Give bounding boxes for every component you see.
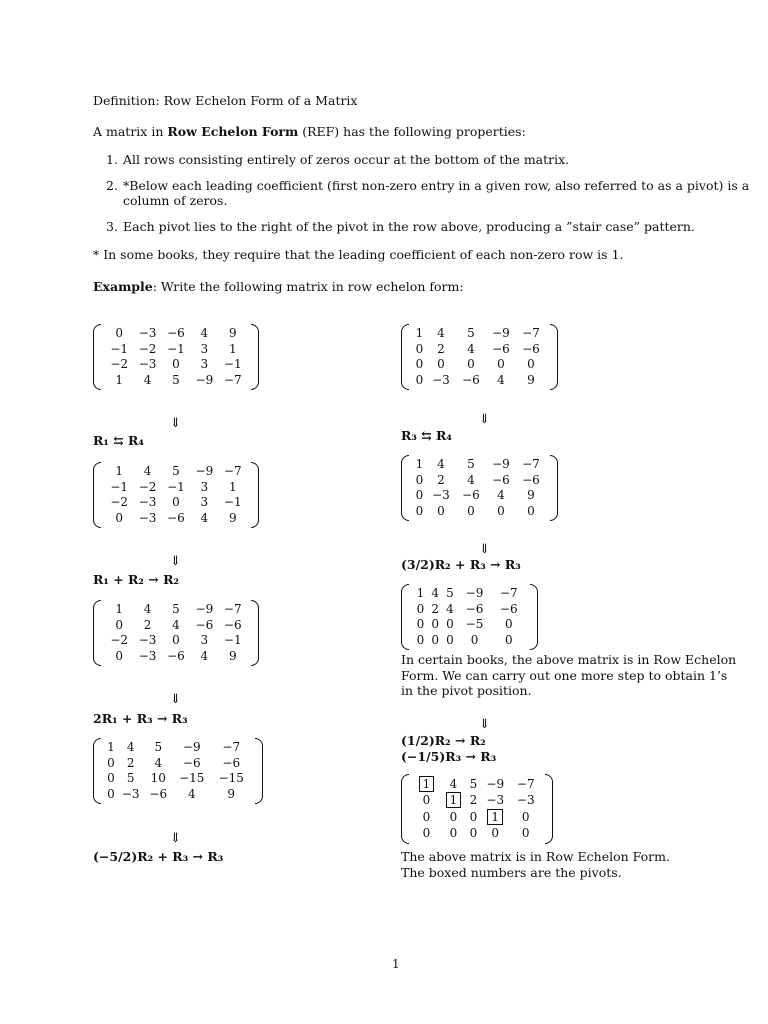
matrix-entry: 3 [200, 357, 209, 372]
matrix-entry: −3 [138, 326, 157, 341]
matrix-entry: 0 [115, 648, 124, 663]
matrix-entry: −3 [432, 372, 450, 387]
intro-before: A matrix in [93, 124, 168, 139]
matrix-entry: 0 [416, 601, 425, 616]
matrix-entry: 2 [437, 341, 445, 356]
matrix-entry: 0 [172, 633, 180, 648]
matrix-entry: −2 [138, 341, 157, 356]
matrix-entry: −1 [110, 341, 129, 356]
matrix-entry: 0 [449, 809, 458, 824]
matrix-entry: −9 [195, 464, 214, 479]
matrix-entry: 0 [431, 617, 440, 632]
matrix-entry: 4 [200, 510, 209, 525]
matrix-entry: −7 [516, 776, 535, 791]
note-line: in the pivot position. [401, 683, 532, 698]
matrix-entry: −7 [223, 602, 242, 617]
matrix-entry: 3 [200, 633, 209, 648]
right-bracket [550, 455, 558, 521]
matrix-entry: 0 [115, 510, 124, 525]
left-bracket [401, 584, 409, 650]
matrix-entry: 0 [521, 826, 530, 841]
matrix-entry: 4 [467, 472, 475, 487]
note-line: Form. We can carry out one more step to obtain 1’s [401, 667, 728, 683]
matrix-entry: −5 [465, 617, 484, 632]
matrix-entry: 1 [416, 586, 425, 601]
left-bracket [93, 324, 101, 390]
matrix-entry [413, 776, 440, 793]
matrix-entry: 5 [126, 771, 135, 786]
down-arrow-icon: ⇓ [479, 717, 490, 732]
matrix-entry: −9 [486, 776, 505, 791]
matrix-entry: 9 [228, 326, 237, 341]
matrix-entry: 5 [467, 457, 475, 472]
footnote: * In some books, they require that the leading coefficient of each non-zero row is 1. [93, 247, 624, 262]
step-neg-fifth-r3: (−1/5)R₃ → R₃ [401, 749, 497, 764]
matrix-entry: 9 [227, 786, 236, 801]
matrix-entry: 4 [200, 326, 209, 341]
matrix-entry: 3 [200, 495, 209, 510]
matrix-entry: 0 [467, 357, 475, 372]
left-bracket [401, 324, 409, 390]
step-2r1-plus-r3: 2R₁ + R₃ → R₃ [93, 711, 188, 726]
matrix-entry: 2 [143, 617, 152, 632]
matrix-entry: −7 [222, 740, 241, 755]
matrix-entry: 0 [446, 617, 454, 632]
matrix-entry: −2 [138, 479, 157, 494]
matrix-entry: 0 [422, 793, 431, 808]
matrix-entry: 3 [200, 341, 209, 356]
matrix-entry: −2 [110, 357, 129, 372]
matrix-entry: 0 [431, 632, 440, 647]
matrix-entry: 0 [446, 632, 454, 647]
step-3half-r2-plus-r3: (3/2)R₂ + R₃ → R₃ [401, 557, 521, 572]
matrix-entry: 0 [415, 372, 424, 387]
matrix-entry: 0 [527, 503, 535, 518]
matrix-entry: −9 [465, 586, 484, 601]
matrix-entry: 0 [415, 472, 424, 487]
matrix-entry: −1 [110, 479, 129, 494]
matrix-entry: 5 [469, 776, 478, 791]
matrix-entry: 4 [172, 617, 180, 632]
matrix-step-3 [93, 738, 263, 804]
property-num: 1. [106, 152, 118, 167]
step-r1-plus-r2: R₁ + R₂ → R₂ [93, 572, 179, 587]
matrix-entry: −2 [110, 495, 129, 510]
matrix-entry: −7 [223, 464, 242, 479]
matrix-entry: 0 [416, 632, 425, 647]
property-text: *Below each leading coefficient (first non-zero entry in a given row, also referred to as a pivot) is a [123, 178, 750, 193]
example-label: Example [93, 279, 153, 294]
matrix-entry: 3 [200, 479, 209, 494]
matrix-entry: −7 [522, 457, 540, 472]
matrix-entry: 4 [143, 464, 152, 479]
matrix-entry: −1 [223, 633, 242, 648]
right-bracket [251, 324, 259, 390]
matrix-entry: −6 [167, 510, 185, 525]
matrix-entry: 0 [437, 503, 445, 518]
matrix-entry: 0 [415, 357, 424, 372]
matrix-entry: −6 [462, 488, 480, 503]
matrix-entry: −9 [492, 326, 510, 341]
right-bracket [251, 600, 259, 666]
property-text: Each pivot lies to the right of the pivot in the row above, producing a ”stair case” pattern. [123, 219, 695, 234]
right-bracket [530, 584, 538, 650]
matrix-entry: 4 [467, 341, 475, 356]
matrix-original [93, 324, 259, 390]
note-certain-books [401, 652, 736, 699]
matrix-entry: −1 [167, 479, 185, 494]
matrix-entry: 5 [172, 464, 180, 479]
right-bracket [545, 774, 553, 844]
matrix-entry: 0 [107, 755, 115, 770]
matrix-entry: 4 [143, 372, 152, 387]
matrix-entry: 0 [505, 617, 513, 632]
matrix-entry: 0 [422, 809, 431, 824]
property-num: 3. [106, 219, 118, 234]
matrix-entry: 0 [491, 826, 500, 841]
example-line [93, 279, 464, 294]
matrix-entry: −1 [167, 341, 185, 356]
matrix-entry: 5 [446, 586, 454, 601]
matrix-entry: 0 [505, 632, 513, 647]
intro-after: (REF) has the following properties: [298, 124, 526, 139]
matrix-entry: 0 [115, 326, 124, 341]
matrix-entry: 0 [521, 809, 530, 824]
matrix-entry: 0 [497, 357, 505, 372]
matrix-entry: −7 [223, 372, 242, 387]
right-bracket [251, 462, 259, 528]
matrix-entry: −9 [492, 457, 510, 472]
step-neg5half-r2-plus-r3: (−5/2)R₂ + R₃ → R₃ [93, 849, 224, 864]
matrix-entry: −15 [218, 771, 244, 786]
matrix-step-1 [93, 462, 259, 528]
matrix-entry [480, 809, 510, 826]
matrix-entry: 1 [115, 464, 124, 479]
matrix-entry: 1 [107, 740, 115, 755]
matrix-entry: 4 [200, 648, 209, 663]
matrix-entry: −1 [223, 357, 242, 372]
matrix-entry: 4 [143, 602, 152, 617]
matrix-entry: 9 [527, 372, 535, 387]
property-1 [93, 152, 713, 178]
matrix-entry: 0 [416, 617, 425, 632]
property-2 [93, 178, 750, 219]
matrix-step-2 [93, 600, 259, 666]
step-half-r2: (1/2)R₂ → R₂ [401, 733, 486, 748]
property-3 [93, 219, 713, 234]
down-arrow-icon: ⇓ [170, 831, 181, 846]
matrix-entry: 0 [467, 503, 475, 518]
matrix-entry: −6 [149, 786, 168, 801]
pivot-box: 1 [487, 809, 503, 825]
property-text-cont: column of zeros. [123, 193, 228, 208]
matrix-entry: 0 [469, 809, 478, 824]
example-text: : Write the following matrix in row echelon form: [152, 279, 464, 294]
down-arrow-icon: ⇓ [170, 692, 181, 707]
matrix-entry: 5 [172, 372, 180, 387]
matrix-entry: 4 [497, 372, 505, 387]
matrix-entry: −3 [486, 793, 505, 808]
matrix-entry: 0 [422, 826, 431, 841]
matrix-entry: 1 [415, 326, 424, 341]
matrix-entry: −6 [492, 341, 510, 356]
matrix-entry: −9 [195, 602, 214, 617]
left-bracket [401, 455, 409, 521]
pivot-box: 1 [419, 776, 435, 792]
matrix-entry: −3 [432, 488, 450, 503]
matrix-entry: 0 [172, 357, 180, 372]
matrix-entry: 4 [446, 601, 454, 616]
matrix-entry: 1 [415, 457, 424, 472]
matrix-entry: 4 [154, 755, 163, 770]
matrix-step-4 [401, 324, 558, 390]
matrix-entry: −7 [522, 326, 540, 341]
matrix-entry: 0 [415, 341, 424, 356]
matrix-entry: 2 [126, 755, 135, 770]
matrix-entry: 1 [228, 341, 237, 356]
step-swap-r1-r4: R₁ ⇆ R₄ [93, 433, 144, 448]
matrix-entry: 1 [115, 602, 124, 617]
matrix-entry: 10 [150, 771, 166, 786]
matrix-entry: −6 [499, 601, 518, 616]
matrix-entry: −6 [222, 755, 241, 770]
matrix-entry: 4 [449, 776, 458, 791]
matrix-entry: 4 [497, 488, 505, 503]
matrix-entry: 0 [107, 771, 115, 786]
matrix-step-5 [401, 455, 558, 521]
matrix-entry: 2 [437, 472, 445, 487]
matrix-entry: 2 [469, 793, 478, 808]
step-swap-r3-r4: R₃ ⇆ R₄ [401, 428, 452, 443]
matrix-entry: 0 [415, 488, 424, 503]
matrix-entry: 5 [172, 602, 180, 617]
matrix-step-6 [401, 584, 538, 650]
matrix-entry: 4 [126, 740, 135, 755]
note-line: The above matrix is in Row Echelon Form. [401, 849, 670, 864]
matrix-entry: −3 [516, 793, 535, 808]
matrix-entry: 0 [469, 826, 478, 841]
page-number: 1 [392, 957, 400, 971]
matrix-entry: 0 [107, 786, 115, 801]
matrix-entry [440, 793, 467, 810]
matrix-entry: 0 [527, 357, 535, 372]
matrix-entry: −6 [167, 648, 185, 663]
matrix-final [401, 774, 553, 844]
matrix-entry: 4 [437, 457, 445, 472]
matrix-entry: −3 [138, 648, 157, 663]
matrix-entry: 0 [497, 503, 505, 518]
right-bracket [255, 738, 263, 804]
matrix-entry: 9 [527, 488, 535, 503]
intro-text [93, 124, 526, 139]
down-arrow-icon: ⇓ [170, 554, 181, 569]
matrix-entry: 0 [470, 632, 479, 647]
matrix-entry: −7 [499, 586, 518, 601]
matrix-entry: 1 [228, 479, 237, 494]
matrix-entry: −6 [167, 326, 185, 341]
property-text: All rows consisting entirely of zeros occur at the bottom of the matrix. [123, 152, 570, 167]
matrix-entry: 4 [437, 326, 445, 341]
matrix-entry: −6 [522, 341, 540, 356]
right-bracket [550, 324, 558, 390]
matrix-entry: −6 [195, 617, 214, 632]
note-line: The boxed numbers are the pivots. [401, 864, 622, 880]
page-title: Definition: Row Echelon Form of a Matrix [93, 93, 358, 108]
matrix-entry: 0 [172, 495, 180, 510]
matrix-entry: 5 [467, 326, 475, 341]
pivot-box: 1 [446, 792, 462, 808]
matrix-entry: −3 [138, 510, 157, 525]
left-bracket [93, 600, 101, 666]
matrix-entry: −2 [110, 633, 129, 648]
matrix-entry: 9 [228, 510, 237, 525]
intro-bold: Row Echelon Form [167, 124, 299, 139]
matrix-entry: −15 [179, 771, 205, 786]
note-line: In certain books, the above matrix is in Row Echelon [401, 652, 737, 667]
matrix-entry: 0 [415, 503, 424, 518]
matrix-entry: 0 [115, 617, 124, 632]
left-bracket [401, 774, 409, 844]
matrix-entry: −3 [121, 786, 140, 801]
matrix-entry: −9 [195, 372, 214, 387]
matrix-entry: 9 [228, 648, 237, 663]
matrix-entry: 1 [115, 372, 124, 387]
matrix-entry: −6 [223, 617, 242, 632]
matrix-entry: −6 [492, 472, 510, 487]
note-final [401, 849, 670, 880]
matrix-entry: −3 [138, 495, 157, 510]
matrix-entry: 4 [187, 786, 196, 801]
matrix-entry: −1 [223, 495, 242, 510]
left-bracket [93, 738, 101, 804]
down-arrow-icon: ⇓ [479, 542, 490, 557]
down-arrow-icon: ⇓ [170, 416, 181, 431]
matrix-entry: −6 [182, 755, 201, 770]
matrix-entry: −3 [138, 357, 157, 372]
matrix-entry: −6 [465, 601, 484, 616]
matrix-entry: 0 [449, 826, 458, 841]
matrix-entry: −3 [138, 633, 157, 648]
matrix-entry: −6 [522, 472, 540, 487]
matrix-entry: 2 [431, 601, 440, 616]
matrix-entry: 0 [437, 357, 445, 372]
down-arrow-icon: ⇓ [479, 412, 490, 427]
properties-list [93, 152, 750, 234]
matrix-entry: 4 [431, 586, 440, 601]
matrix-entry: 5 [154, 740, 163, 755]
property-num: 2. [106, 178, 118, 193]
matrix-entry: −9 [182, 740, 201, 755]
left-bracket [93, 462, 101, 528]
matrix-entry: −6 [462, 372, 480, 387]
